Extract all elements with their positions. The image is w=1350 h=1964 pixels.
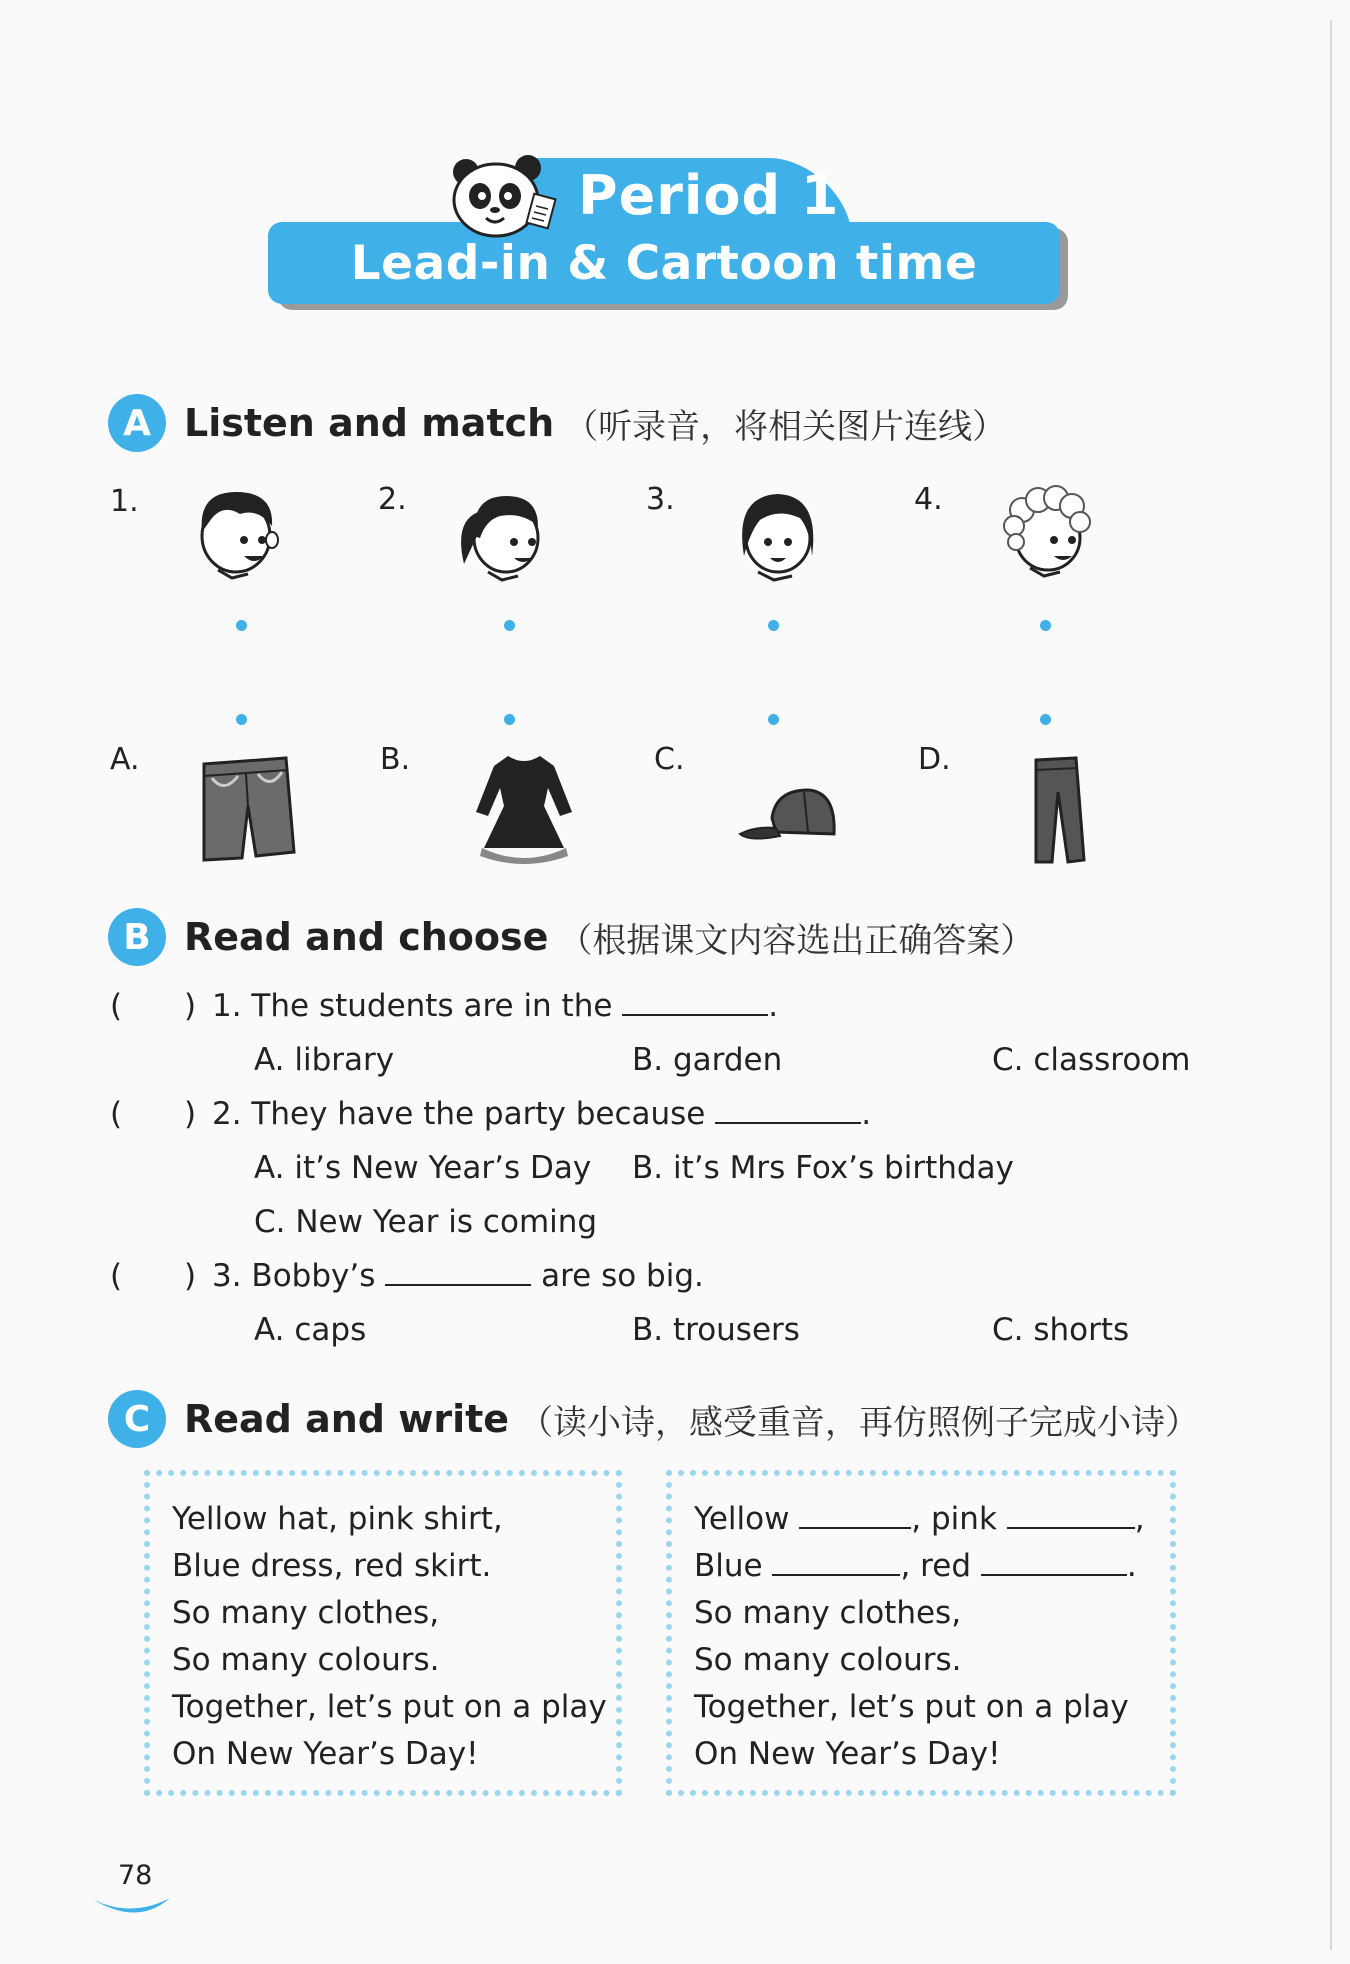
answer-paren-open-1: ( xyxy=(110,988,123,1024)
girl-ponytail-icon xyxy=(456,482,552,582)
shorts-icon xyxy=(198,754,298,862)
write-poem-word-pink: , pink xyxy=(911,1501,997,1537)
question-1-stem: 1. The students are in the xyxy=(212,988,613,1024)
question-3-blank xyxy=(385,1283,531,1286)
question-1-option-a: A. library xyxy=(254,1042,395,1078)
section-a-badge: A xyxy=(108,394,166,452)
answer-paren-close-3: ) xyxy=(184,1258,197,1294)
match-dot-bottom-b[interactable] xyxy=(504,714,515,725)
write-poem-line-4: So many colours. xyxy=(694,1642,962,1678)
answer-paren-close-1: ) xyxy=(184,988,197,1024)
write-poem-comma: , xyxy=(1134,1501,1145,1537)
write-poem-line-1 xyxy=(694,1496,1148,1543)
question-2-option-a: A. it’s New Year’s Day xyxy=(254,1150,592,1186)
question-1-option-b: B. garden xyxy=(632,1042,783,1078)
cap-icon xyxy=(736,788,840,844)
question-2-stem: 2. They have the party because xyxy=(212,1096,706,1132)
write-poem-word-blue: Blue xyxy=(694,1548,763,1584)
match-dot-top-1[interactable] xyxy=(236,620,247,631)
question-2-option-c: C. New Year is coming xyxy=(254,1204,598,1240)
section-a-instruction: （听录音，将相关图片连线） xyxy=(564,406,1007,447)
write-poem-line-2 xyxy=(694,1543,1148,1590)
section-b-instruction: （根据课文内容选出正确答案） xyxy=(558,920,1035,961)
write-blank-1[interactable] xyxy=(799,1526,911,1529)
boy-curly-hair-icon xyxy=(998,480,1094,580)
question-2-end: . xyxy=(861,1096,872,1132)
match-letter-b: B. xyxy=(380,742,411,777)
section-c-instruction: （读小诗，感受重音，再仿照例子完成小诗） xyxy=(519,1402,1200,1443)
example-poem-line-6: On New Year’s Day! xyxy=(172,1736,479,1772)
lesson-subtitle: Lead-in & Cartoon time xyxy=(350,236,978,291)
question-3-end: are so big. xyxy=(541,1258,704,1294)
write-poem-line-5: Together, let’s put on a play xyxy=(694,1689,1129,1725)
question-1-blank xyxy=(622,1013,768,1016)
question-3-option-c: C. shorts xyxy=(992,1312,1130,1348)
write-poem-line-3: So many clothes, xyxy=(694,1595,962,1631)
match-dot-top-4[interactable] xyxy=(1040,620,1051,631)
question-3 xyxy=(212,1258,704,1294)
question-2 xyxy=(212,1096,871,1132)
panda-mascot-icon xyxy=(444,152,564,242)
section-b-badge: B xyxy=(108,908,166,966)
write-poem-period: . xyxy=(1126,1548,1137,1584)
question-2-option-b: B. it’s Mrs Fox’s birthday xyxy=(632,1150,1014,1186)
question-1-option-c: C. classroom xyxy=(992,1042,1191,1078)
write-poem-box xyxy=(666,1470,1176,1796)
section-c-heading xyxy=(108,1390,1199,1448)
answer-blank-1[interactable] xyxy=(130,988,190,1024)
answer-blank-3[interactable] xyxy=(130,1258,190,1294)
boy-short-hair-icon xyxy=(188,482,284,582)
match-letter-c: C. xyxy=(654,742,685,777)
write-blank-3[interactable] xyxy=(772,1573,900,1576)
question-1 xyxy=(212,988,778,1024)
trousers-icon xyxy=(1030,756,1088,864)
match-number-4: 4. xyxy=(914,482,943,517)
girl-bob-hair-icon xyxy=(730,482,826,582)
match-dot-bottom-a[interactable] xyxy=(236,714,247,725)
match-letter-d: D. xyxy=(918,742,951,777)
section-c-title: Read and write xyxy=(184,1397,510,1441)
example-poem-line-5: Together, let’s put on a play xyxy=(172,1689,607,1725)
page-edge xyxy=(1330,20,1332,1950)
match-letter-a: A. xyxy=(110,742,140,777)
match-number-1: 1. xyxy=(110,484,139,519)
answer-paren-close-2: ) xyxy=(184,1096,197,1132)
section-b-heading xyxy=(108,908,1034,966)
question-3-option-a: A. caps xyxy=(254,1312,367,1348)
question-2-blank xyxy=(715,1121,861,1124)
match-dot-bottom-d[interactable] xyxy=(1040,714,1051,725)
match-number-2: 2. xyxy=(378,482,407,517)
period-banner xyxy=(268,152,1068,312)
match-dot-top-3[interactable] xyxy=(768,620,779,631)
page-number: 78 xyxy=(118,1860,153,1891)
question-3-stem: 3. Bobby’s xyxy=(212,1258,376,1294)
write-poem-word-red: , red xyxy=(900,1548,971,1584)
example-poem-line-3: So many clothes, xyxy=(172,1595,440,1631)
example-poem-line-4: So many colours. xyxy=(172,1642,440,1678)
answer-paren-open-2: ( xyxy=(110,1096,123,1132)
section-c-badge: C xyxy=(108,1390,166,1448)
example-poem-box xyxy=(144,1470,622,1796)
answer-paren-open-3: ( xyxy=(110,1258,123,1294)
match-number-3: 3. xyxy=(646,482,675,517)
question-3-option-b: B. trousers xyxy=(632,1312,800,1348)
example-poem-line-2: Blue dress, red skirt. xyxy=(172,1548,492,1584)
dress-icon xyxy=(472,752,576,864)
section-a-heading xyxy=(108,394,1006,452)
match-dot-bottom-c[interactable] xyxy=(768,714,779,725)
write-blank-2[interactable] xyxy=(1007,1526,1135,1529)
match-dot-top-2[interactable] xyxy=(504,620,515,631)
page-swoosh-icon xyxy=(92,1892,172,1916)
answer-blank-2[interactable] xyxy=(130,1096,190,1132)
period-title: Period 1 xyxy=(578,164,840,227)
write-poem-word-yellow: Yellow xyxy=(694,1501,790,1537)
write-blank-4[interactable] xyxy=(981,1573,1127,1576)
question-1-end: . xyxy=(768,988,779,1024)
example-poem-line-1: Yellow hat, pink shirt, xyxy=(172,1501,503,1537)
write-poem-line-6: On New Year’s Day! xyxy=(694,1736,1001,1772)
section-a-title: Listen and match xyxy=(184,401,555,445)
section-b-title: Read and choose xyxy=(184,915,549,959)
